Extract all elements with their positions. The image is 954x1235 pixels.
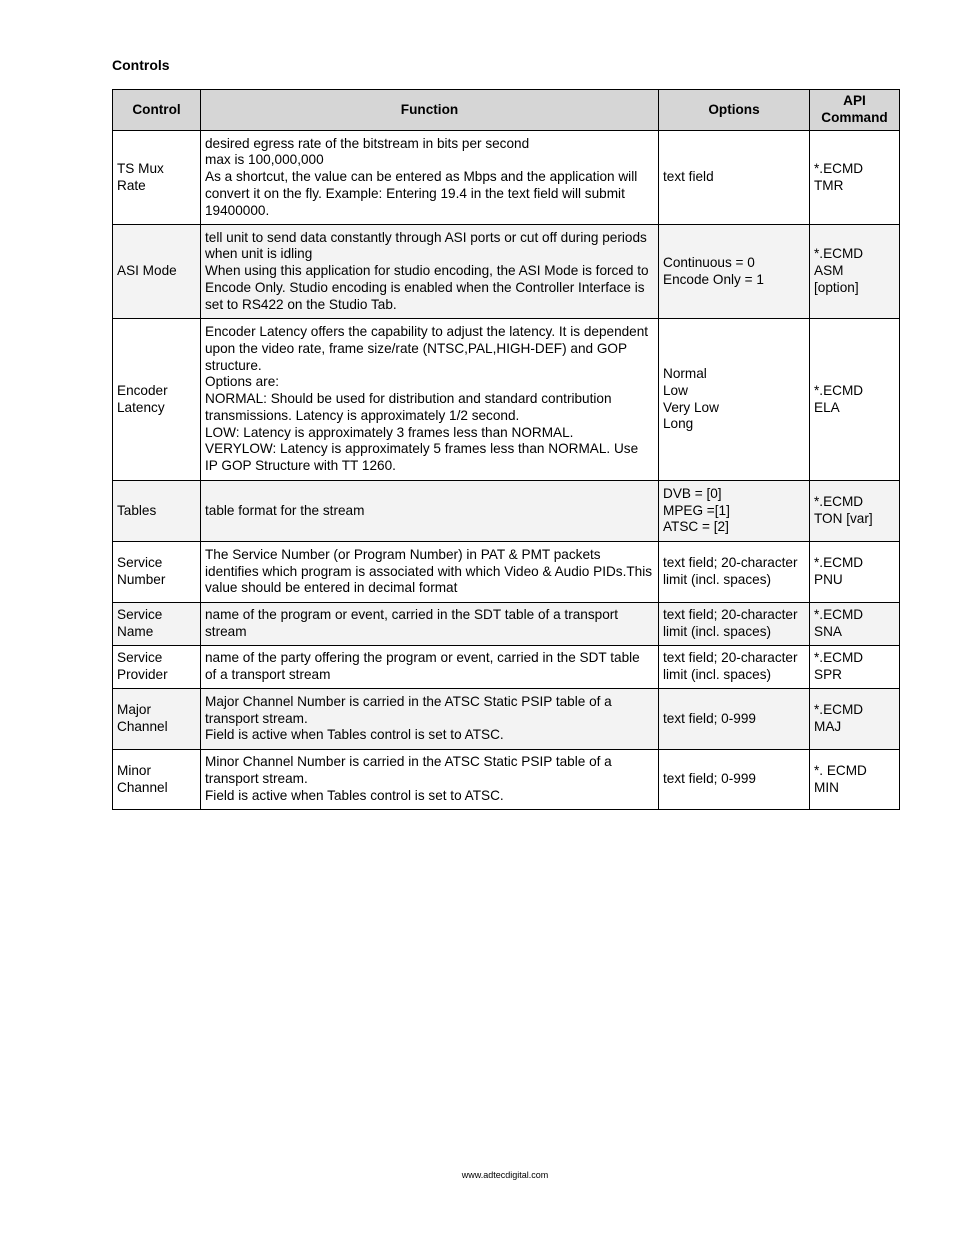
cell-function: Minor Channel Number is carried in the ATSC Static PSIP table of a transport stream. Field is active when Tables control is set to ATSC. [201,750,659,810]
cell-options: text field; 20-character limit (incl. spaces) [659,542,810,603]
cell-api-command: *.ECMD MAJ [810,689,900,750]
table-row [113,131,900,225]
cell-options: text field [659,131,810,225]
cell-api-command: *.ECMD TMR [810,131,900,225]
cell-options: Normal Low Very Low Long [659,319,810,481]
table-row [113,481,900,542]
table-row [113,646,900,689]
controls-table [112,89,900,810]
cell-function: Encoder Latency offers the capability to adjust the latency. It is dependent upon the video rate, frame size/rate (NTSC,PAL,HIGH-DEF) and GOP structure. Options are: NORMAL: Should be used for distribution and standard contribution transmissions. Latency is approximately 1/2 second. LOW: Latency is approximately 3 frames less than NORMAL. VERYLOW: Latency is approximately 5 frames less than NORMAL. Use IP GOP Structure with TT 1260. [201,319,659,481]
footer-url: www.adtecdigital.com [461,1170,549,1180]
cell-options: text field; 20-character limit (incl. spaces) [659,646,810,689]
cell-function: tell unit to send data constantly through ASI ports or cut off during periods when unit is idling When using this application for studio encoding, the ASI Mode is forced to Encode Only. Studio encoding is enabled when the Controller Interface is set to RS422 on the Studio Tab. [201,225,659,319]
header-function: Function [201,90,659,131]
cell-function: Major Channel Number is carried in the ATSC Static PSIP table of a transport stream. Field is active when Tables control is set to ATSC. [201,689,659,750]
table-row [113,542,900,603]
table-row [113,603,900,646]
header-options: Options [659,90,810,131]
cell-function: desired egress rate of the bitstream in bits per second max is 100,000,000 As a shortcut, the value can be entered as Mbps and the application will convert it on the fly. Example: Entering 19.4 in the text field will submit 19400000. [201,131,659,225]
cell-control: Service Number [113,542,201,603]
header-control: Control [113,90,201,131]
table-row [113,225,900,319]
cell-function: name of the party offering the program or event, carried in the SDT table of a transport stream [201,646,659,689]
cell-control: TS Mux Rate [113,131,201,225]
cell-control: Minor Channel [113,750,201,810]
cell-options: text field; 0-999 [659,750,810,810]
cell-api-command: *.ECMD ELA [810,319,900,481]
cell-control: Service Provider [113,646,201,689]
cell-api-command: *.ECMD TON [var] [810,481,900,542]
table-row [113,750,900,810]
cell-api-command: *.ECMD SNA [810,603,900,646]
cell-options: DVB = [0] MPEG =[1] ATSC = [2] [659,481,810,542]
table-row [113,689,900,750]
section-heading: Controls [112,57,170,73]
cell-function: The Service Number (or Program Number) in PAT & PMT packets identifies which program is associated with which Video & Audio PIDs.This value should be entered in decimal format [201,542,659,603]
cell-control: Service Name [113,603,201,646]
cell-control: Tables [113,481,201,542]
cell-api-command: *.ECMD SPR [810,646,900,689]
table-row [113,319,900,481]
cell-function: table format for the stream [201,481,659,542]
cell-options: Continuous = 0 Encode Only = 1 [659,225,810,319]
cell-api-command: *.ECMD PNU [810,542,900,603]
cell-options: text field; 20-character limit (incl. spaces) [659,603,810,646]
cell-api-command: *. ECMD MIN [810,750,900,810]
cell-api-command: *.ECMD ASM [option] [810,225,900,319]
cell-options: text field; 0-999 [659,689,810,750]
cell-control: ASI Mode [113,225,201,319]
cell-control: Encoder Latency [113,319,201,481]
table-header-row [113,90,900,131]
cell-function: name of the program or event, carried in the SDT table of a transport stream [201,603,659,646]
header-api-command: API Command [810,90,900,131]
cell-control: Major Channel [113,689,201,750]
